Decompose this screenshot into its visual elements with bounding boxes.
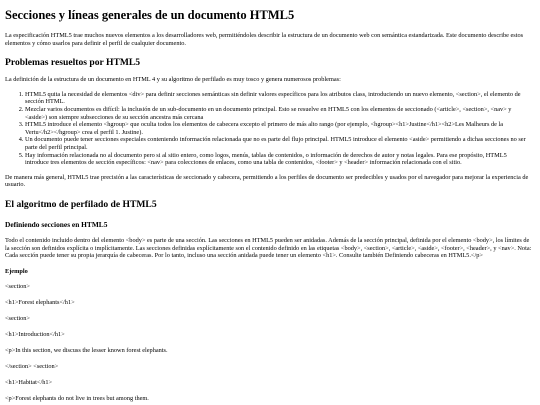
body-paragraph: Todo el contenido incluido dentro del elemento <body> es parte de una sección. Las secciones en HTML5 pueden ser anidadas. Además de la sección principal, definida por el elemento <body>, los límites de la sección son definidos explícita o implícitamente. Las secciones definidas explícitamente son el contenido definido en las etiquetas <body>, <section>, <article>, <aside>, <footer>, <header>, y <nav>. Nota: Cada sección puede tener su propia jerarquía de cabeceras. Por lo tanto, incluso una sección anidada puede tener un elemento <h1>. Consulte también Definiendo cabeceras en HTML5.</p>: [5, 236, 532, 260]
code-line: <h1>Introduction</h1>: [5, 330, 65, 338]
example-code: [5, 283, 532, 402]
subsection-heading-defining: Definiendo secciones en HTML5: [5, 219, 108, 229]
list-item: 1. HTML5 quita la necesidad de elementos <div> para definir secciones semánticas sin definir valores específicos para los atributos class, introduciendo un nuevo elemento, <section>, el elemento de sección HTML.: [25, 91, 532, 106]
code-line: <h1>Habitat</h1>: [5, 378, 53, 386]
code-line: <p>In this section, we discuss the lesser known forest elephants.: [5, 346, 168, 354]
example-heading: Ejemplo: [5, 267, 28, 275]
list-item: 3. HTML5 introduce el elemento <hgroup> que oculta todos los elementos de cabecera excepto el primero de más alto rango (por ejemplo, <hgroup><h1>Justine</h1><h2>Les Malheurs de la Vertu</h2></hgroup> crea el perfil 1. Justine).: [25, 121, 532, 136]
code-line: <h1>Forest elephants</h1>: [5, 298, 75, 306]
closing-paragraph: De manera más general, HTML5 trae precisión a las características de seccionado y cabecera, permitiendo a los perfiles de documento ser predecibles y usados por el navegador para mejorar la experiencia de usuario.: [5, 173, 529, 189]
problems-list: [5, 91, 532, 167]
list-item: 4. Un documento puede tener secciones especiales conteniendo información relacionada que no es parte del flujo principal. HTML5 introduce el elemento <aside> permitiendo a dichas secciones no ser parte del perfil principal.: [25, 136, 532, 151]
intro-paragraph: La especificación HTML5 trae muchos nuevos elementos a los desarrolladores web, permitiéndoles describir la estructura de un documento web con semántica estandarizada. Este documento describe estos elementos y cómo usarlos para definir el perfil de cualquier documento.: [5, 32, 524, 47]
section-heading-algorithm: El algoritmo de perfilado de HTML5: [5, 198, 157, 210]
section-heading-problems: Problemas resueltos por HTML5: [5, 57, 141, 69]
page-title: Secciones y líneas generales de un documento HTML5: [5, 8, 295, 22]
code-line: <p>Forest elephants do not live in trees but among them.: [5, 394, 149, 402]
list-item: 2. Mezclar varios documentos es difícil: la inclusión de un sub-documento en un documento principal. Esto se resuelve en HTML5 con los elementos de seccionado (<article>, <section>, <nav> y <aside>) son siempre subsecciones de su sección ancestra más cercana: [25, 106, 532, 121]
section-lead-paragraph: La definición de la estructura de un documento en HTML 4 y su algoritmo de perfilado es muy tosco y genera numerosos problemas:: [5, 76, 341, 84]
code-line: <section>: [5, 314, 30, 322]
list-item: 5. Hay información relacionada no al documento pero si al sitio entero, como logos, menús, tablas de contenidos, o información de derechos de autor y notas legales. Para ese propósito, HTML5 introduce tres elementos de sección específicos: <nav> para colecciones de enlaces, como una tabla de contenidos, <footer> y <header> información relacionada con el sitio.: [25, 152, 532, 167]
code-line: <section>: [5, 282, 30, 290]
code-line: </section> <section>: [5, 362, 59, 370]
